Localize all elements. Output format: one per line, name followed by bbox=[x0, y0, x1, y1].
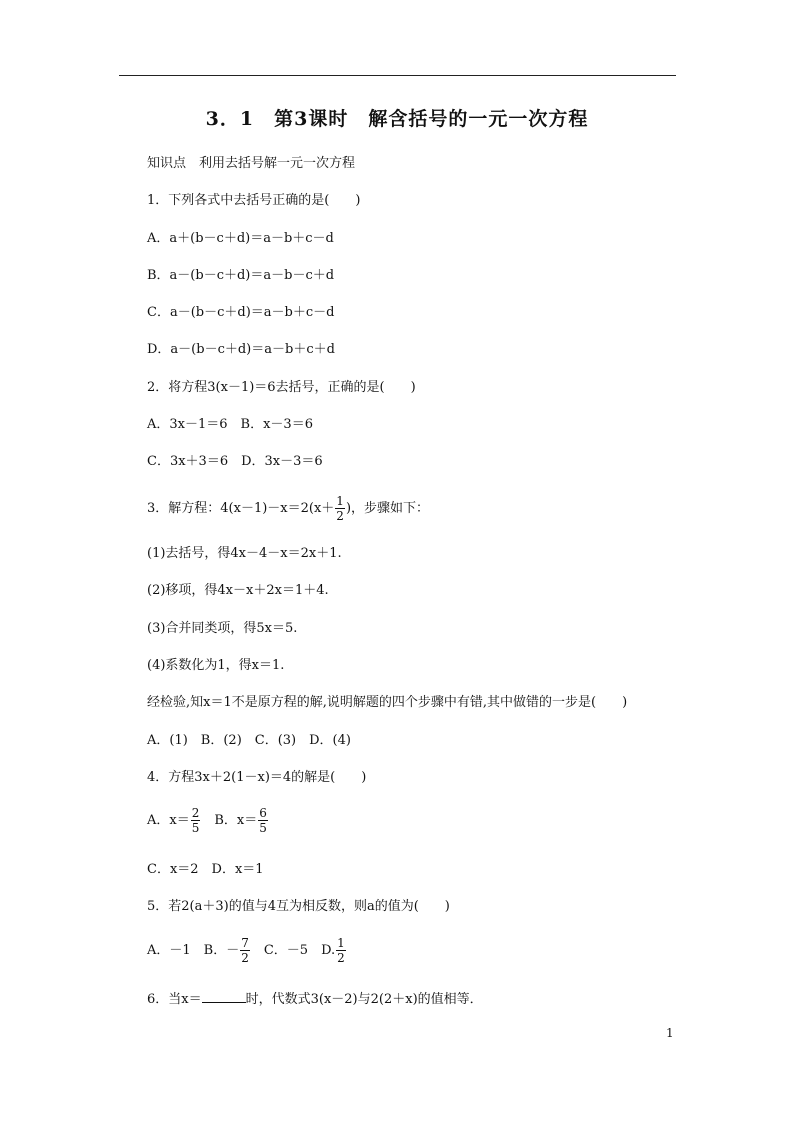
q4-a-fraction bbox=[191, 806, 201, 835]
q1-option-b: B．a－(b－c＋d)＝a－b－c＋d bbox=[147, 268, 335, 283]
q4-stem: 4．方程3x＋2(1－x)＝4的解是( ) bbox=[147, 770, 367, 785]
q3-frac-num: 1 bbox=[336, 494, 344, 508]
q4-a-pre: A．x＝ bbox=[147, 813, 190, 828]
q3-fraction bbox=[335, 494, 345, 523]
q1-option-d: D．a－(b－c＋d)＝a－b＋c＋d bbox=[147, 342, 335, 357]
q4-b-fraction bbox=[258, 806, 268, 835]
q3-stem-post: )，步骤如下： bbox=[345, 501, 430, 516]
header-rule bbox=[119, 75, 676, 76]
q4-b-pre: B．x＝ bbox=[201, 813, 258, 828]
q4-a-num: 2 bbox=[191, 806, 200, 820]
q4-options-cd: C．x＝2 D．x＝1 bbox=[147, 862, 264, 877]
q4-a-den: 5 bbox=[191, 821, 200, 835]
q3-frac-den: 2 bbox=[336, 509, 344, 523]
q3-step-2: (2)移项，得4x－x＋2x＝1＋4. bbox=[147, 583, 329, 598]
q6-stem bbox=[147, 989, 483, 1009]
q4-options-ab bbox=[147, 806, 269, 835]
q4-b-den: 5 bbox=[259, 821, 267, 835]
q4-b-num: 6 bbox=[259, 806, 267, 820]
q5-d-den: 2 bbox=[337, 951, 345, 965]
section-heading: 知识点 利用去括号解一元一次方程 bbox=[147, 156, 356, 171]
q3-stem bbox=[147, 494, 429, 523]
q5-d-fraction bbox=[336, 936, 346, 965]
q2-options-cd: C．3x＋3＝6 D．3x－3＝6 bbox=[147, 454, 323, 469]
q6-answer-blank[interactable] bbox=[202, 989, 246, 1003]
q5-c-d-pre: C．－5 D. bbox=[250, 943, 336, 958]
q5-a-b-pre: A．－1 B．－ bbox=[147, 943, 240, 958]
q5-options bbox=[147, 936, 347, 965]
q2-options-ab: A．3x－1＝6 B．x－3＝6 bbox=[147, 417, 313, 432]
q5-b-num: 7 bbox=[241, 936, 249, 950]
q3-step-3: (3)合并同类项，得5x＝5. bbox=[147, 621, 298, 636]
q1-stem: 1．下列各式中去括号正确的是( ) bbox=[147, 193, 361, 208]
q2-stem: 2．将方程3(x－1)＝6去括号，正确的是( ) bbox=[147, 380, 416, 395]
q1-option-c: C．a－(b－c＋d)＝a－b＋c－d bbox=[147, 305, 335, 320]
q3-options: A．(1) B．(2) C．(3) D．(4) bbox=[147, 733, 351, 748]
page-number: 1 bbox=[666, 1026, 674, 1040]
q1-option-a: A．a＋(b－c＋d)＝a－b＋c－d bbox=[147, 231, 334, 246]
q5-b-fraction bbox=[240, 936, 250, 965]
q3-step-1: (1)去括号，得4x－4－x＝2x＋1. bbox=[147, 546, 342, 561]
q3-step-4: (4)系数化为1，得x＝1. bbox=[147, 658, 285, 673]
q5-b-den: 2 bbox=[241, 951, 249, 965]
page-title: 3．1 第3课时 解含括号的一元一次方程 bbox=[205, 108, 589, 130]
q6-post: 时，代数式3(x－2)与2(2＋x)的值相等． bbox=[245, 992, 483, 1007]
q3-stem-pre: 3．解方程：4(x－1)－x＝2(x＋ bbox=[147, 501, 335, 516]
q3-check: 经检验,知x＝1不是原方程的解,说明解题的四个步骤中有错,其中做错的一步是( ) bbox=[147, 695, 628, 710]
q5-stem: 5．若2(a＋3)的值与4互为相反数，则a的值为( ) bbox=[147, 899, 450, 914]
q6-pre: 6．当x＝ bbox=[147, 992, 202, 1007]
q5-d-num: 1 bbox=[337, 936, 345, 950]
